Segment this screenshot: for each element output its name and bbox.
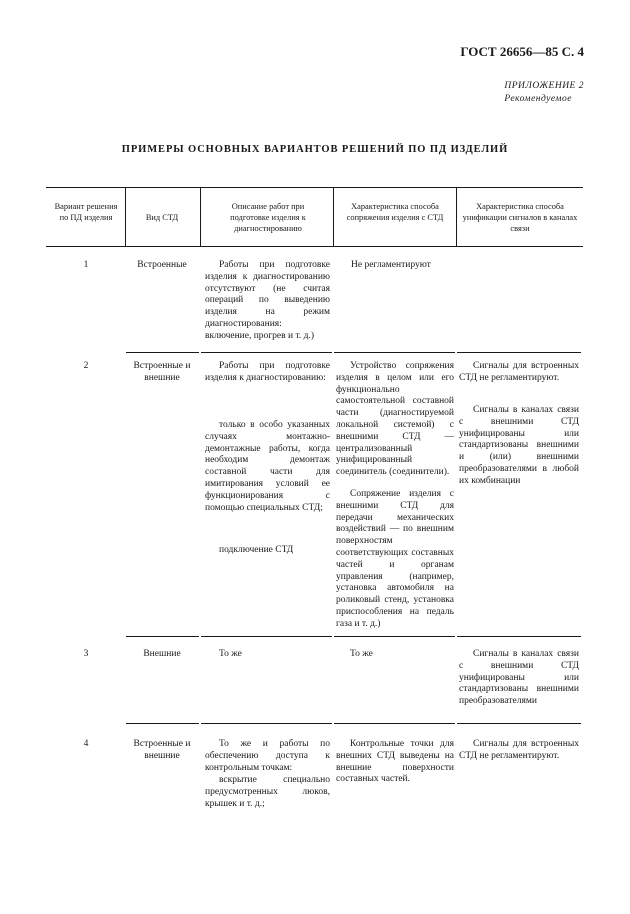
column-header-variant: Вариант решения по ПД изделия xyxy=(54,202,118,222)
appendix-title: ПРИЛОЖЕНИЕ 2 xyxy=(504,81,584,91)
row-std-type: Встроенные и внешние xyxy=(133,361,191,383)
appendix-status: Рекомендуемое xyxy=(504,94,572,104)
row-separator xyxy=(457,636,581,637)
row-coupling-method: Сопряжение изделия с внешними СТД для передачи механических воздействий — по внешним поверхностям соответствующих составных частей и органам управления (например, установка автомобиля на роликовый стенд, установка приспособления на педаль газа и т. д.) xyxy=(336,489,454,629)
column-header-coupling: Характеристика способа сопряжения изделия с СТД xyxy=(346,202,444,222)
row-variant: 2 xyxy=(83,361,89,371)
row-coupling-method: Контрольные точки для внешних СТД выведены на внешние поверхности составных частей. xyxy=(336,739,454,785)
row-separator xyxy=(334,352,455,353)
row-coupling-method: Устройство сопряжения изделия в целом или его функционально самостоятельной составной части (диагностируемой локальной системой) с внешними СТД — централизованный унифицированный соединитель (соединители). xyxy=(336,361,454,478)
row-std-type: Встроенные xyxy=(137,260,187,270)
page-title: ПРИМЕРЫ ОСНОВНЫХ ВАРИАНТОВ РЕШЕНИЙ ПО ПД ИЗДЕЛИЙ xyxy=(121,144,509,155)
column-header-work: Описание работ при подготовке изделия к диагностированию xyxy=(230,202,306,233)
row-separator xyxy=(457,723,581,724)
row-separator xyxy=(201,636,332,637)
column-header-signals: Характеристика способа унификации сигналов в каналах связи xyxy=(462,202,578,233)
column-divider xyxy=(200,187,201,246)
row-coupling-method: То же xyxy=(350,649,373,659)
row-std-type: Встроенные и внешние xyxy=(133,739,191,761)
row-signal-unification: Сигналы для встроенных СТД не регламентируют. xyxy=(459,739,579,761)
row-work-description: То же xyxy=(219,649,242,659)
row-separator xyxy=(334,636,455,637)
row-separator xyxy=(126,723,199,724)
row-signal-unification: Сигналы в каналах связи с внешними СТД унифицированы или стандартизованы внешними преобразователями xyxy=(459,649,579,707)
row-work-description: только в особо указанных случаях монтажно-демонтажные работы, когда необходим демонтаж составной части для имитирования условий ее функционирования с помощью специальных СТД; xyxy=(205,420,330,513)
table-top-rule xyxy=(46,187,583,188)
row-separator xyxy=(126,352,199,353)
row-separator xyxy=(201,723,332,724)
column-divider xyxy=(333,187,334,246)
row-separator xyxy=(457,352,581,353)
row-work-description: То же и работы по обеспечению доступа к контрольным точкам: xyxy=(205,739,330,773)
column-header-type: Вид СТД xyxy=(145,213,179,222)
appendix-label xyxy=(504,80,584,106)
row-signal-unification: Сигналы в каналах связи с внешними СТД унифицированы или стандартизованы внешними и (или) внешними преобразователями в любой их комбинации xyxy=(459,405,579,486)
row-separator xyxy=(334,723,455,724)
row-separator xyxy=(126,636,199,637)
document-reference: ГОСТ 26656—85 С. 4 xyxy=(460,44,584,59)
row-work-description: вскрытие специально предусмотренных люков, крышек и т. д.; xyxy=(205,775,330,809)
row-std-type: Внешние xyxy=(143,649,181,659)
row-coupling-method: Не регламентируют xyxy=(351,260,431,270)
row-variant: 1 xyxy=(83,260,89,270)
column-divider xyxy=(125,187,126,246)
row-work-description: подключение СТД xyxy=(219,545,294,555)
column-divider xyxy=(456,187,457,246)
row-work-description: Работы при подготовке изделия к диагностированию: xyxy=(205,361,330,383)
row-variant: 4 xyxy=(83,739,89,749)
row-signal-unification: Сигналы для встроенных СТД не регламентируют. xyxy=(459,361,579,383)
table-header-rule xyxy=(46,246,583,247)
row-work-description: Работы при подготовке изделия к диагностированию отсутствуют (не считая операций по выведению изделия на режим диагностирования: включение, прогрев и т. д.) xyxy=(205,260,330,341)
row-separator xyxy=(201,352,332,353)
row-variant: 3 xyxy=(83,649,89,659)
